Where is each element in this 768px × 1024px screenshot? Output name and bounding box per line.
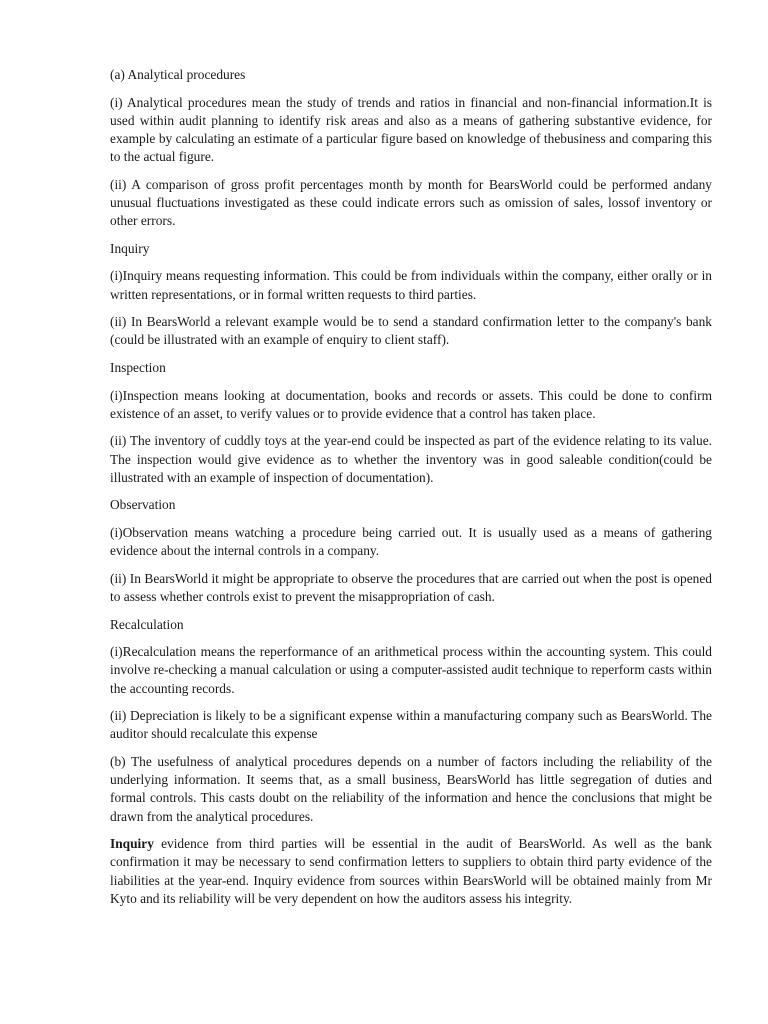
inspection-paragraph-i: (i)Inspection means looking at documentation, books and records or assets. This could be done to confirm existence of an asset, to verify values or to provide evidence that a control has taken place. <box>110 387 712 421</box>
section-a-heading: (a) Analytical procedures <box>110 67 246 82</box>
inquiry-evidence-bold-term: Inquiry <box>110 836 154 852</box>
analytical-procedures-paragraph-ii: (ii) A comparison of gross profit percentages month by month for BearsWorld could be performed andany unusual fluctuations investigated as these could indicate errors such as omission of sales, lossof inventory or other errors. <box>110 176 712 229</box>
observation-paragraph-i: (i)Observation means watching a procedure being carried out. It is usually used as a means of gathering evidence about the internal controls in a company. <box>110 524 712 559</box>
inquiry-paragraph-ii: (ii) In BearsWorld a relevant example would be to send a standard confirmation letter to the company's bank (could be illustrated with an example of enquiry to client staff). <box>110 314 712 348</box>
inquiry-paragraph-i: (i)Inquiry means requesting information. This could be from individuals within the company, either orally or in written representations, or in formal written requests to third parties. <box>110 268 712 302</box>
observation-paragraph-ii: (ii) In BearsWorld it might be appropriate to observe the procedures that are carried out when the post is opened to assess whether controls exist to prevent the misappropriation of cash. <box>110 570 712 604</box>
recalculation-paragraph-ii: (ii) Depreciation is likely to be a significant expense within a manufacturing company such as BearsWorld. The auditor should recalculate this expense <box>110 708 712 742</box>
recalculation-paragraph-i: (i)Recalculation means the reperformance of an arithmetical process within the accounting system. This could involve re-checking a manual calculation or using a computer-assisted audit technique to reperform casts within the accounting records. <box>110 644 712 696</box>
inquiry-evidence-text: evidence from third parties will be essential in the audit of BearsWorld. As well as the bank confirmation it may be necessary to send confirmation letters to suppliers to obtain third party evidence of the liabilities at the year-end. Inquiry evidence from sources within BearsWorld will be obtained mainly from Mr Kyto and its reliability will be very dependent on how the auditors assess his integrity. <box>110 836 712 906</box>
analytical-procedures-paragraph-i: (i) Analytical procedures mean the study of trends and ratios in financial and non-financial information.It is used within audit planning to identify risk areas and also as a means of gathering substantive evidence, for example by calculating an estimate of a particular figure based on knowledge of thebusiness and comparing this to the actual figure. <box>110 94 712 165</box>
document-page <box>110 66 712 917</box>
inspection-paragraph-ii: (ii) The inventory of cuddly toys at the year-end could be inspected as part of the evidence relating to its value. The inspection would give evidence as to whether the inventory was in good saleable condition(could be illustrated with an example of inspection of documentation). <box>110 433 712 485</box>
recalculation-heading: Recalculation <box>110 616 184 632</box>
section-b-paragraph: (b) The usefulness of analytical procedures depends on a number of factors including the reliability of the underlying information. It seems that, as a small business, BearsWorld has little segregation of duties and formal controls. This casts doubt on the reliability of the information and hence the conclusions that might be drawn from the analytical procedures. <box>110 753 712 824</box>
inspection-heading: Inspection <box>110 359 166 375</box>
inquiry-heading: Inquiry <box>110 240 150 256</box>
inquiry-evidence-paragraph <box>110 835 712 908</box>
observation-heading: Observation <box>110 497 176 513</box>
